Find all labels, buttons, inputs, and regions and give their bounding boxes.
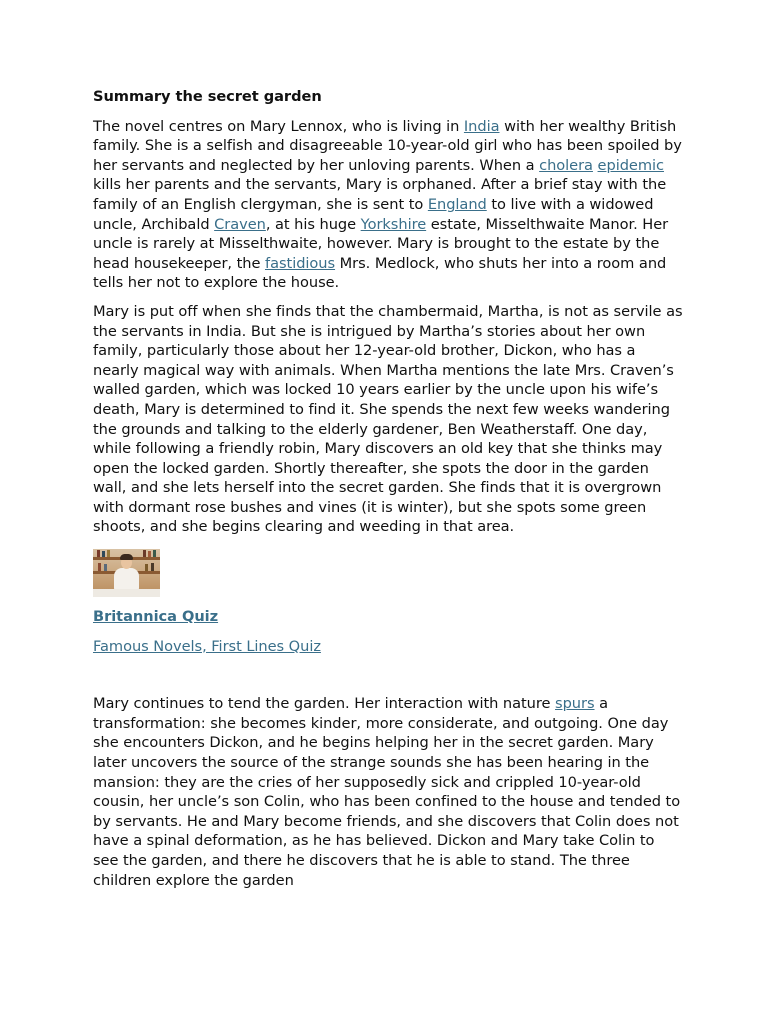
link-cholera[interactable]: cholera bbox=[539, 156, 593, 174]
famous-novels-quiz-link[interactable]: Famous Novels, First Lines Quiz bbox=[93, 637, 321, 655]
person-hair-shape bbox=[120, 554, 133, 560]
text-run: The novel centres on Mary Lennox, who is living in bbox=[93, 117, 464, 135]
summary-paragraph-3 bbox=[93, 694, 683, 890]
link-england[interactable]: England bbox=[427, 195, 487, 213]
book-shape bbox=[153, 550, 156, 557]
book-shape bbox=[97, 550, 100, 557]
link-fastidious[interactable]: fastidious bbox=[264, 254, 336, 272]
page-title: Summary the secret garden bbox=[93, 88, 322, 105]
book-shape bbox=[98, 563, 101, 571]
book-shape bbox=[148, 551, 151, 557]
text-run: Mary continues to tend the garden. Her interaction with nature bbox=[93, 695, 556, 713]
text-run: a transformation: she becomes kinder, more considerate, and outgoing. One day she encounters Dickon, and he begins helping her in the secret garden. Mary later uncovers the source of the strange sounds she has been hearing in the mansion: they are the cries of her supposedly sick and crippled 10-year-old cousin, her uncle’s son Colin, who has been confined to the house and tended to by servants. He and Mary become friends, and she discovers that Colin does not have a spinal deformation, as he has believed. Dickon and Mary take Colin to see the garden, and there he discovers that he is able to stand. The three children explore the garden bbox=[93, 695, 681, 889]
link-spurs[interactable]: spurs bbox=[555, 695, 595, 713]
britannica-quiz-link[interactable]: Britannica Quiz bbox=[93, 608, 219, 626]
summary-paragraph-2: Mary is put off when she finds that the chambermaid, Martha, is not as servile as the servants in India. But she is intrigued by Martha’s stories about her own family, particularly those about her 12-year-old brother, Dickon, who has a nearly magical way with animals. When Martha mentions the late Mrs. Craven’s walled garden, which was locked 10 years earlier by the uncle upon his wife’s death, Mary is determined to find it. She spends the next few weeks wandering the grounds and talking to the elderly gardener, Ben Weatherstaff. One day, while following a friendly robin, Mary discovers an old key that she thinks may open the locked garden. Shortly thereafter, she spots the door in the garden wall, and she lets herself into the secret garden. She finds that it is overgrown with dormant rose bushes and vines (it is winter), but she spots some green shoots, and she begins clearing and weeding in that area. bbox=[93, 302, 683, 536]
article-body bbox=[93, 87, 683, 899]
summary-paragraph-1 bbox=[93, 117, 683, 293]
table-shape bbox=[93, 589, 160, 597]
text-run: to live with a widowed uncle, Archibald bbox=[93, 195, 654, 233]
book-shape bbox=[145, 564, 148, 571]
link-craven[interactable]: Craven bbox=[214, 215, 266, 233]
link-yorkshire[interactable]: Yorkshire bbox=[360, 215, 427, 233]
text-run: , at his huge bbox=[265, 215, 361, 233]
book-shape bbox=[151, 563, 154, 571]
text-run: estate, Misselthwaite Manor. Her uncle is rarely at Misselthwaite, however. Mary is brought to the estate by the head housekeeper, the bbox=[93, 215, 669, 272]
book-shape bbox=[107, 550, 110, 557]
text-run: kills her parents and the servants, Mary is orphaned. After a brief stay with the family of an English clergyman, she is sent to bbox=[93, 176, 667, 213]
person-torso-shape bbox=[114, 568, 139, 590]
quiz-thumbnail-image[interactable] bbox=[93, 549, 160, 597]
link-india[interactable]: India bbox=[463, 117, 500, 135]
book-shape bbox=[102, 551, 105, 557]
book-shape bbox=[104, 564, 107, 571]
text-run: Mrs. Medlock, who shuts her into a room and tells her not to explore the house. bbox=[93, 254, 667, 292]
link-epidemic[interactable]: epidemic bbox=[597, 156, 664, 174]
book-shape bbox=[143, 550, 146, 557]
text-run: with her wealthy British family. She is a selfish and disagreeable 10-year-old girl who has been spoiled by her servants and neglected by her unloving parents. When a bbox=[93, 117, 682, 174]
